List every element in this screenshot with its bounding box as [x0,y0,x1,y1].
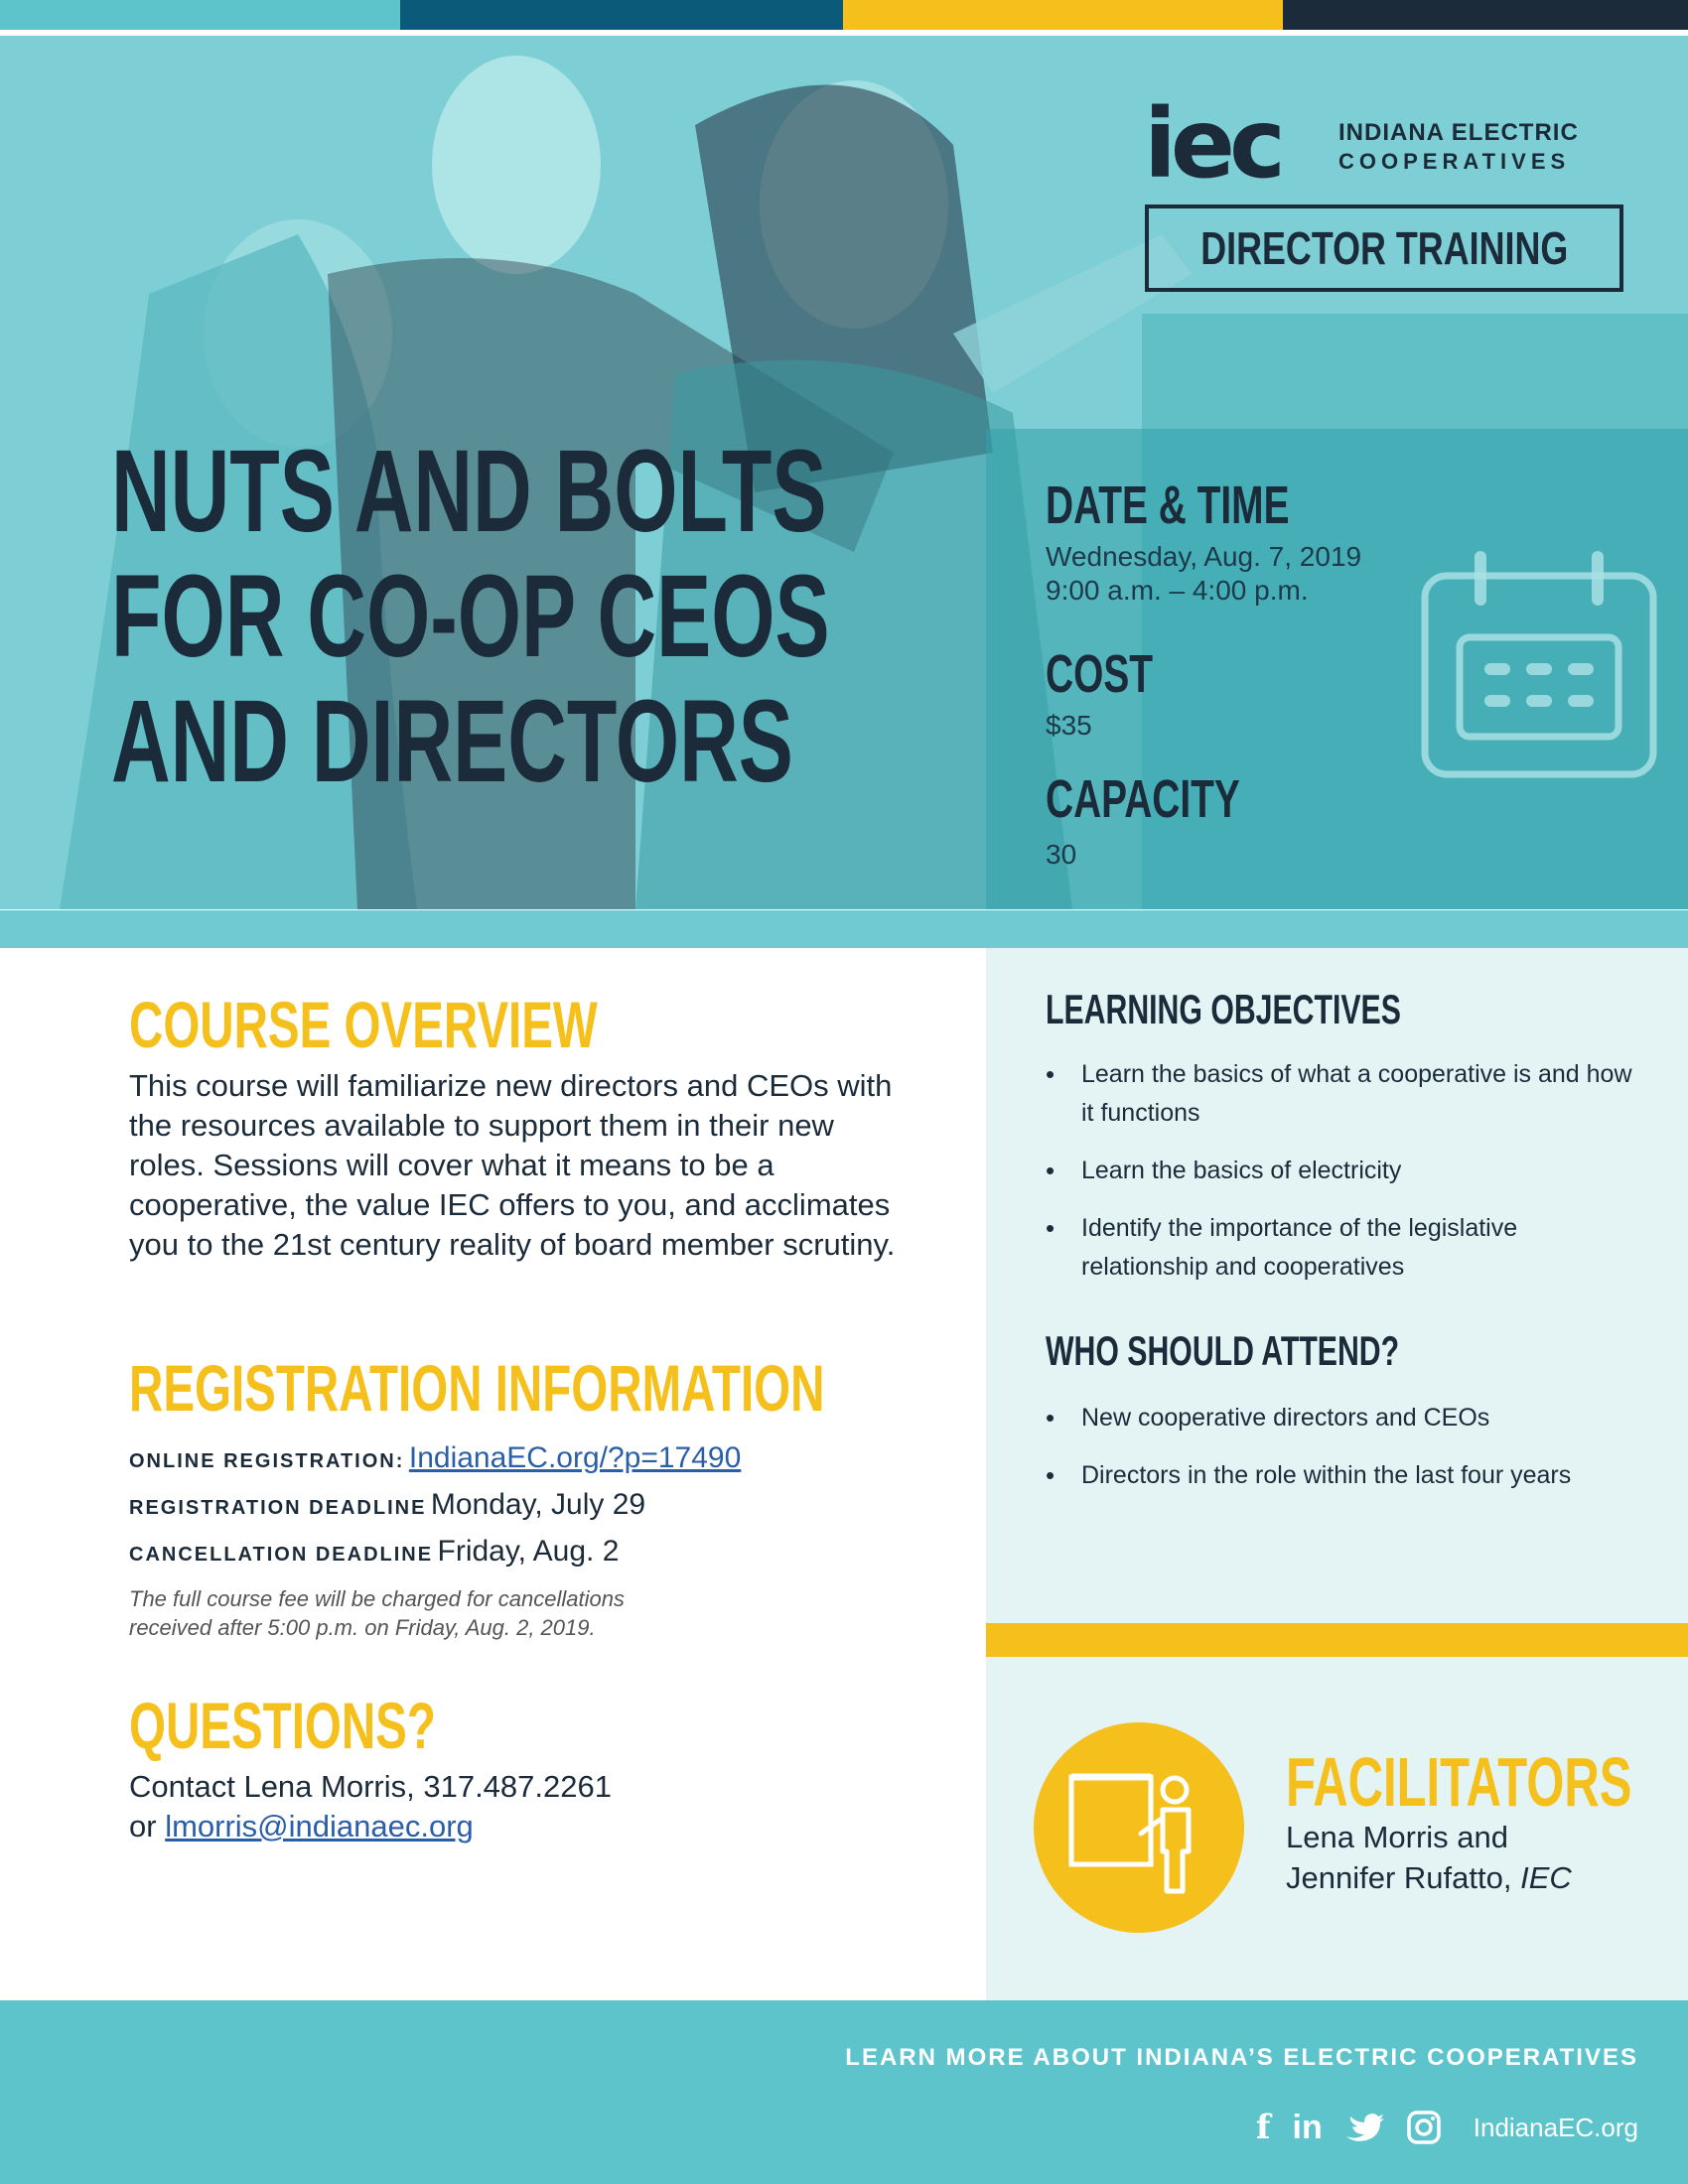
attend-item: • Directors in the role within the last four years [1046,1456,1641,1495]
footer-tagline: LEARN MORE ABOUT INDIANA’S ELECTRIC COOPERATIVES [845,2044,1638,2071]
date-time-heading: DATE & TIME [1046,476,1290,535]
title-line-3: AND DIRECTORS [111,676,793,807]
or-text: or [129,1809,166,1843]
facilitators-heading: FACILITATORS [1286,1743,1632,1821]
page-title [111,426,965,807]
online-registration-label: ONLINE REGISTRATION: [129,1450,405,1472]
cancellation-deadline-row [129,1535,619,1569]
instagram-icon[interactable] [1406,2110,1442,2145]
facilitator-line2 [1286,1857,1572,1898]
hero-bottom-band [0,910,1688,948]
title-line-2: FOR CO-OP CEOS [111,551,830,682]
calendar-icon [1415,546,1663,784]
facilitator-name: Jennifer Rufatto, [1286,1860,1521,1895]
facebook-icon[interactable]: f [1255,2108,1271,2147]
registration-link[interactable]: IndianaEC.org/?p=17490 [408,1441,742,1474]
questions-heading: QUESTIONS? [129,1689,436,1762]
objective-item: • Learn the basics of electricity [1046,1152,1641,1190]
objective-item: • Identify the importance of the legislative relationship and cooperatives [1046,1209,1641,1287]
contact-line: Contact Lena Morris, 317.487.2261 [129,1769,612,1804]
strip-segment-yellow [843,0,1283,30]
facilitator-names [1286,1817,1572,1898]
registration-heading: REGISTRATION INFORMATION [129,1351,825,1425]
course-overview-heading: COURSE OVERVIEW [129,988,598,1061]
course-overview-text: This course will familiarize new directors and CEOs with the resources available to support them in their new roles. Sessions will cover what it means to be a cooperative, the value IEC offers to you, and acclimates you to the 21st century reality of board member scrutiny. [129,1068,896,1262]
footer [0,2000,1688,2184]
cancellation-note [129,1584,824,1642]
attend-list [1046,1399,1641,1514]
title-line-1: NUTS AND BOLTS [111,426,827,557]
attend-item: • New cooperative directors and CEOs [1046,1399,1641,1437]
questions-contact [129,1767,612,1846]
cancellation-note-line2: received after 5:00 p.m. on Friday, Aug. 2, 2019. [129,1615,596,1640]
strip-segment-blue [400,0,843,30]
social-links [1256,2108,1638,2147]
who-should-attend-heading: WHO SHOULD ATTEND? [1046,1327,1400,1374]
facilitator-org: IEC [1520,1860,1572,1895]
sidebar [986,948,1688,2000]
logo-text-line2: COOPERATIVES [1338,149,1571,174]
email-line [129,1807,612,1846]
cancellation-deadline-label: CANCELLATION DEADLINE [129,1544,434,1566]
logo-mark: iec [1144,88,1280,200]
event-date: Wednesday, Aug. 7, 2019 [1046,541,1362,572]
presenter-icon [1034,1722,1244,1933]
objective-item: • Learn the basics of what a cooperative is and how it functions [1046,1055,1641,1133]
objectives-list [1046,1055,1641,1305]
event-capacity: 30 [1046,839,1077,870]
online-registration-row [129,1441,741,1475]
cancellation-note-line1: The full course fee will be charged for cancellations [129,1586,625,1611]
facilitator-line1: Lena Morris and [1286,1820,1509,1854]
logo-text-line1: INDIANA ELECTRIC [1338,119,1579,146]
program-badge [1145,205,1623,292]
iec-logo [1144,88,1625,200]
footer-website-link[interactable]: IndianaEC.org [1473,2112,1638,2142]
contact-email-link[interactable]: lmorris@indianaec.org [165,1809,474,1843]
registration-deadline-label: REGISTRATION DEADLINE [129,1497,427,1519]
event-info-panel [986,429,1688,909]
registration-deadline-row [129,1488,645,1522]
badge-label: DIRECTOR TRAINING [1199,222,1569,274]
strip-segment-teal [0,0,400,30]
twitter-icon[interactable] [1344,2111,1384,2144]
sidebar-divider-bar [986,1623,1688,1657]
cost-heading: COST [1046,644,1154,704]
capacity-heading: CAPACITY [1046,769,1240,829]
event-time: 9:00 a.m. – 4:00 p.m. [1046,575,1309,606]
top-color-strip [0,0,1688,30]
linkedin-icon[interactable]: in [1292,2109,1323,2146]
cancellation-deadline-value: Friday, Aug. 2 [437,1535,620,1568]
strip-segment-navy [1283,0,1688,30]
registration-deadline-value: Monday, July 29 [430,1488,646,1521]
event-cost: $35 [1046,710,1092,741]
learning-objectives-heading: LEARNING OBJECTIVES [1046,986,1401,1032]
facilitator-badge [1034,1722,1244,1933]
